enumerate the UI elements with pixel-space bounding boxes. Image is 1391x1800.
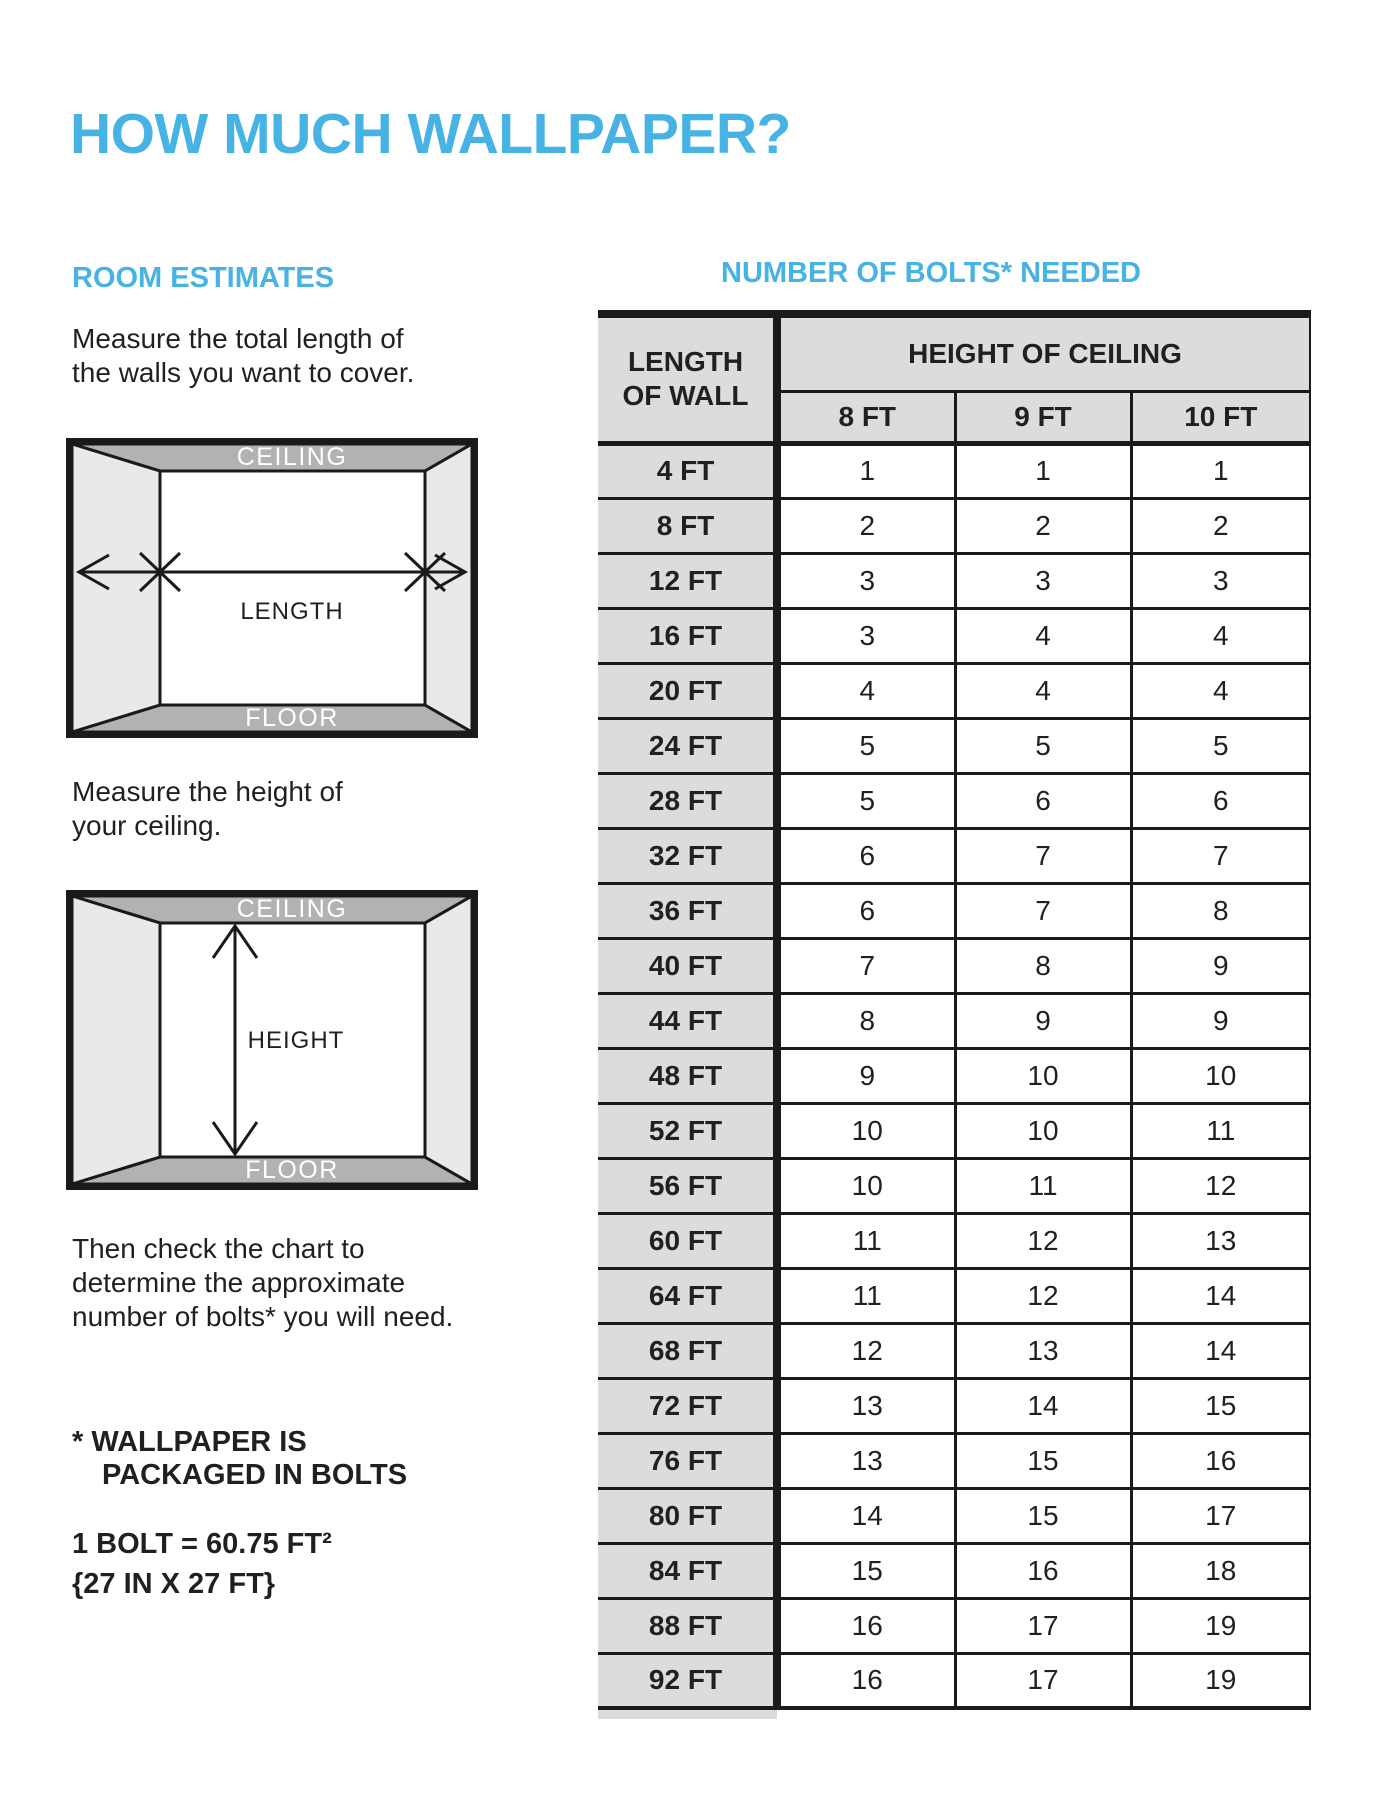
bolt-dimensions: {27 IN X 27 FT} <box>72 1568 276 1600</box>
bolt-count-cell: 13 <box>777 1433 955 1488</box>
text-line: determine the approximate <box>72 1267 406 1298</box>
right-wall-surface <box>425 444 472 732</box>
bolt-count-cell: 6 <box>955 773 1131 828</box>
row-header-column-tab <box>598 1710 777 1719</box>
floor-label: FLOOR <box>245 704 339 732</box>
bolt-count-cell: 8 <box>777 993 955 1048</box>
bolt-count-cell: 5 <box>1131 718 1310 773</box>
wall-length-cell: 48 FT <box>598 1048 777 1103</box>
bolt-count-cell: 6 <box>1131 773 1310 828</box>
table-row <box>598 883 1310 938</box>
column-header-9ft: 9 FT <box>955 391 1131 443</box>
text-line: the walls you want to cover. <box>72 357 415 388</box>
right-wall-surface <box>425 896 472 1184</box>
bolts-table-container <box>598 310 1310 1719</box>
height-label: HEIGHT <box>247 1027 345 1054</box>
bolts-needed-heading: NUMBER OF BOLTS* NEEDED <box>721 257 1141 289</box>
bolt-count-cell: 10 <box>777 1158 955 1213</box>
table-row <box>598 663 1310 718</box>
page-title: HOW MUCH WALLPAPER? <box>70 102 791 167</box>
wall-length-cell: 16 FT <box>598 608 777 663</box>
wall-length-cell: 80 FT <box>598 1488 777 1543</box>
wall-length-cell: 52 FT <box>598 1103 777 1158</box>
instruction-measure-length <box>72 322 414 390</box>
table-row <box>598 828 1310 883</box>
table-row <box>598 1323 1310 1378</box>
bolt-count-cell: 10 <box>955 1103 1131 1158</box>
text-line: Then check the chart to <box>72 1233 365 1264</box>
room-estimates-heading: ROOM ESTIMATES <box>72 262 335 294</box>
table-row <box>598 1598 1310 1653</box>
text-line: Measure the height of <box>72 776 343 807</box>
bolt-count-cell: 12 <box>1131 1158 1310 1213</box>
wall-length-cell: 20 FT <box>598 663 777 718</box>
text-line: * WALLPAPER IS <box>72 1426 307 1458</box>
table-row <box>598 608 1310 663</box>
table-header-row <box>598 314 1310 391</box>
instruction-check-chart <box>72 1232 453 1334</box>
left-wall-surface <box>72 896 160 1184</box>
bolt-count-cell: 9 <box>1131 993 1310 1048</box>
ceiling-label: CEILING <box>236 895 348 923</box>
wall-length-cell: 92 FT <box>598 1653 777 1708</box>
bolt-count-cell: 11 <box>955 1158 1131 1213</box>
wall-length-cell: 36 FT <box>598 883 777 938</box>
bolt-count-cell: 5 <box>777 773 955 828</box>
wall-length-cell: 40 FT <box>598 938 777 993</box>
bolt-count-cell: 15 <box>955 1433 1131 1488</box>
bolt-count-cell: 3 <box>955 553 1131 608</box>
bolt-count-cell: 15 <box>777 1543 955 1598</box>
table-row <box>598 993 1310 1048</box>
bolt-count-cell: 8 <box>1131 883 1310 938</box>
bolt-count-cell: 7 <box>955 828 1131 883</box>
bolt-count-cell: 14 <box>1131 1323 1310 1378</box>
room-height-diagram <box>66 890 478 1190</box>
instruction-measure-height <box>72 775 343 843</box>
floor-label: FLOOR <box>245 1156 339 1184</box>
table-row <box>598 1103 1310 1158</box>
text-line: your ceiling. <box>72 810 222 841</box>
table-row <box>598 1158 1310 1213</box>
table-row <box>598 1433 1310 1488</box>
column-header-8ft: 8 FT <box>777 391 955 443</box>
table-row <box>598 1488 1310 1543</box>
bolt-count-cell: 18 <box>1131 1543 1310 1598</box>
bolt-count-cell: 3 <box>1131 553 1310 608</box>
bolt-count-cell: 16 <box>955 1543 1131 1598</box>
bolt-equation: 1 BOLT = 60.75 FT² <box>72 1528 332 1560</box>
table-row <box>598 498 1310 553</box>
bolt-count-cell: 7 <box>777 938 955 993</box>
bolt-count-cell: 19 <box>1131 1598 1310 1653</box>
text-line: OF WALL <box>622 380 749 412</box>
bolt-count-cell: 12 <box>777 1323 955 1378</box>
bolt-count-cell: 11 <box>777 1268 955 1323</box>
bolt-count-cell: 5 <box>955 718 1131 773</box>
bolt-count-cell: 4 <box>955 608 1131 663</box>
bolt-count-cell: 19 <box>1131 1653 1310 1708</box>
text-line: Measure the total length of <box>72 323 404 354</box>
text-line: PACKAGED IN BOLTS <box>102 1459 408 1491</box>
bolt-count-cell: 11 <box>777 1213 955 1268</box>
table-row <box>598 1653 1310 1708</box>
bolts-needed-table <box>598 310 1311 1710</box>
wall-length-cell: 88 FT <box>598 1598 777 1653</box>
wall-length-cell: 44 FT <box>598 993 777 1048</box>
column-group-header: HEIGHT OF CEILING <box>777 314 1310 391</box>
bolt-count-cell: 4 <box>1131 608 1310 663</box>
bolt-count-cell: 4 <box>955 663 1131 718</box>
bolt-count-cell: 14 <box>1131 1268 1310 1323</box>
wall-length-cell: 12 FT <box>598 553 777 608</box>
bolt-count-cell: 2 <box>955 498 1131 553</box>
wall-length-cell: 24 FT <box>598 718 777 773</box>
bolt-count-cell: 6 <box>777 883 955 938</box>
wall-length-cell: 56 FT <box>598 1158 777 1213</box>
bolt-count-cell: 16 <box>1131 1433 1310 1488</box>
table-row <box>598 1268 1310 1323</box>
wall-length-cell: 4 FT <box>598 443 777 498</box>
bolt-count-cell: 9 <box>777 1048 955 1103</box>
bolt-count-cell: 13 <box>955 1323 1131 1378</box>
bolt-count-cell: 16 <box>777 1653 955 1708</box>
bolt-count-cell: 17 <box>955 1653 1131 1708</box>
bolt-count-cell: 14 <box>777 1488 955 1543</box>
wall-length-cell: 84 FT <box>598 1543 777 1598</box>
bolt-count-cell: 3 <box>777 553 955 608</box>
room-length-diagram <box>66 438 478 738</box>
table-row <box>598 1378 1310 1433</box>
wall-length-cell: 8 FT <box>598 498 777 553</box>
wall-length-cell: 76 FT <box>598 1433 777 1488</box>
bolt-count-cell: 8 <box>955 938 1131 993</box>
bolt-count-cell: 7 <box>955 883 1131 938</box>
bolt-count-cell: 14 <box>955 1378 1131 1433</box>
wall-length-cell: 64 FT <box>598 1268 777 1323</box>
wall-length-cell: 28 FT <box>598 773 777 828</box>
row-header-title <box>598 314 777 443</box>
bolt-count-cell: 13 <box>1131 1213 1310 1268</box>
bolt-count-cell: 1 <box>955 443 1131 498</box>
wall-length-cell: 32 FT <box>598 828 777 883</box>
bolt-count-cell: 17 <box>1131 1488 1310 1543</box>
bolt-count-cell: 10 <box>1131 1048 1310 1103</box>
bolt-count-cell: 16 <box>777 1598 955 1653</box>
table-row <box>598 553 1310 608</box>
bolt-count-cell: 2 <box>1131 498 1310 553</box>
bolt-count-cell: 15 <box>955 1488 1131 1543</box>
bolt-count-cell: 17 <box>955 1598 1131 1653</box>
bolt-count-cell: 7 <box>1131 828 1310 883</box>
bolt-count-cell: 4 <box>777 663 955 718</box>
bolt-count-cell: 1 <box>777 443 955 498</box>
bolt-count-cell: 4 <box>1131 663 1310 718</box>
bolt-count-cell: 15 <box>1131 1378 1310 1433</box>
bolt-count-cell: 11 <box>1131 1103 1310 1158</box>
bolt-count-cell: 10 <box>955 1048 1131 1103</box>
table-body <box>598 443 1310 1708</box>
bolt-count-cell: 1 <box>1131 443 1310 498</box>
text-line: LENGTH <box>627 346 744 378</box>
bolt-count-cell: 2 <box>777 498 955 553</box>
length-label: LENGTH <box>240 598 344 625</box>
bolt-count-cell: 12 <box>955 1213 1131 1268</box>
text-line: number of bolts* you will need. <box>72 1301 454 1332</box>
table-row <box>598 718 1310 773</box>
back-wall-surface <box>160 471 425 705</box>
wall-length-cell: 68 FT <box>598 1323 777 1378</box>
wallpaper-bolts-footnote <box>72 1426 407 1492</box>
bolt-count-cell: 9 <box>955 993 1131 1048</box>
bolt-count-cell: 10 <box>777 1103 955 1158</box>
bolt-count-cell: 9 <box>1131 938 1310 993</box>
table-row <box>598 1543 1310 1598</box>
table-row <box>598 773 1310 828</box>
table-row <box>598 938 1310 993</box>
ceiling-label: CEILING <box>236 443 348 471</box>
bolt-count-cell: 5 <box>777 718 955 773</box>
bolt-count-cell: 12 <box>955 1268 1131 1323</box>
table-row <box>598 1048 1310 1103</box>
bolt-size-info <box>72 1524 332 1604</box>
table-row <box>598 1213 1310 1268</box>
bolt-count-cell: 3 <box>777 608 955 663</box>
bolt-count-cell: 6 <box>777 828 955 883</box>
table-row <box>598 443 1310 498</box>
wall-length-cell: 60 FT <box>598 1213 777 1268</box>
column-header-10ft: 10 FT <box>1131 391 1310 443</box>
wall-length-cell: 72 FT <box>598 1378 777 1433</box>
left-wall-surface <box>72 444 160 732</box>
bolt-count-cell: 13 <box>777 1378 955 1433</box>
